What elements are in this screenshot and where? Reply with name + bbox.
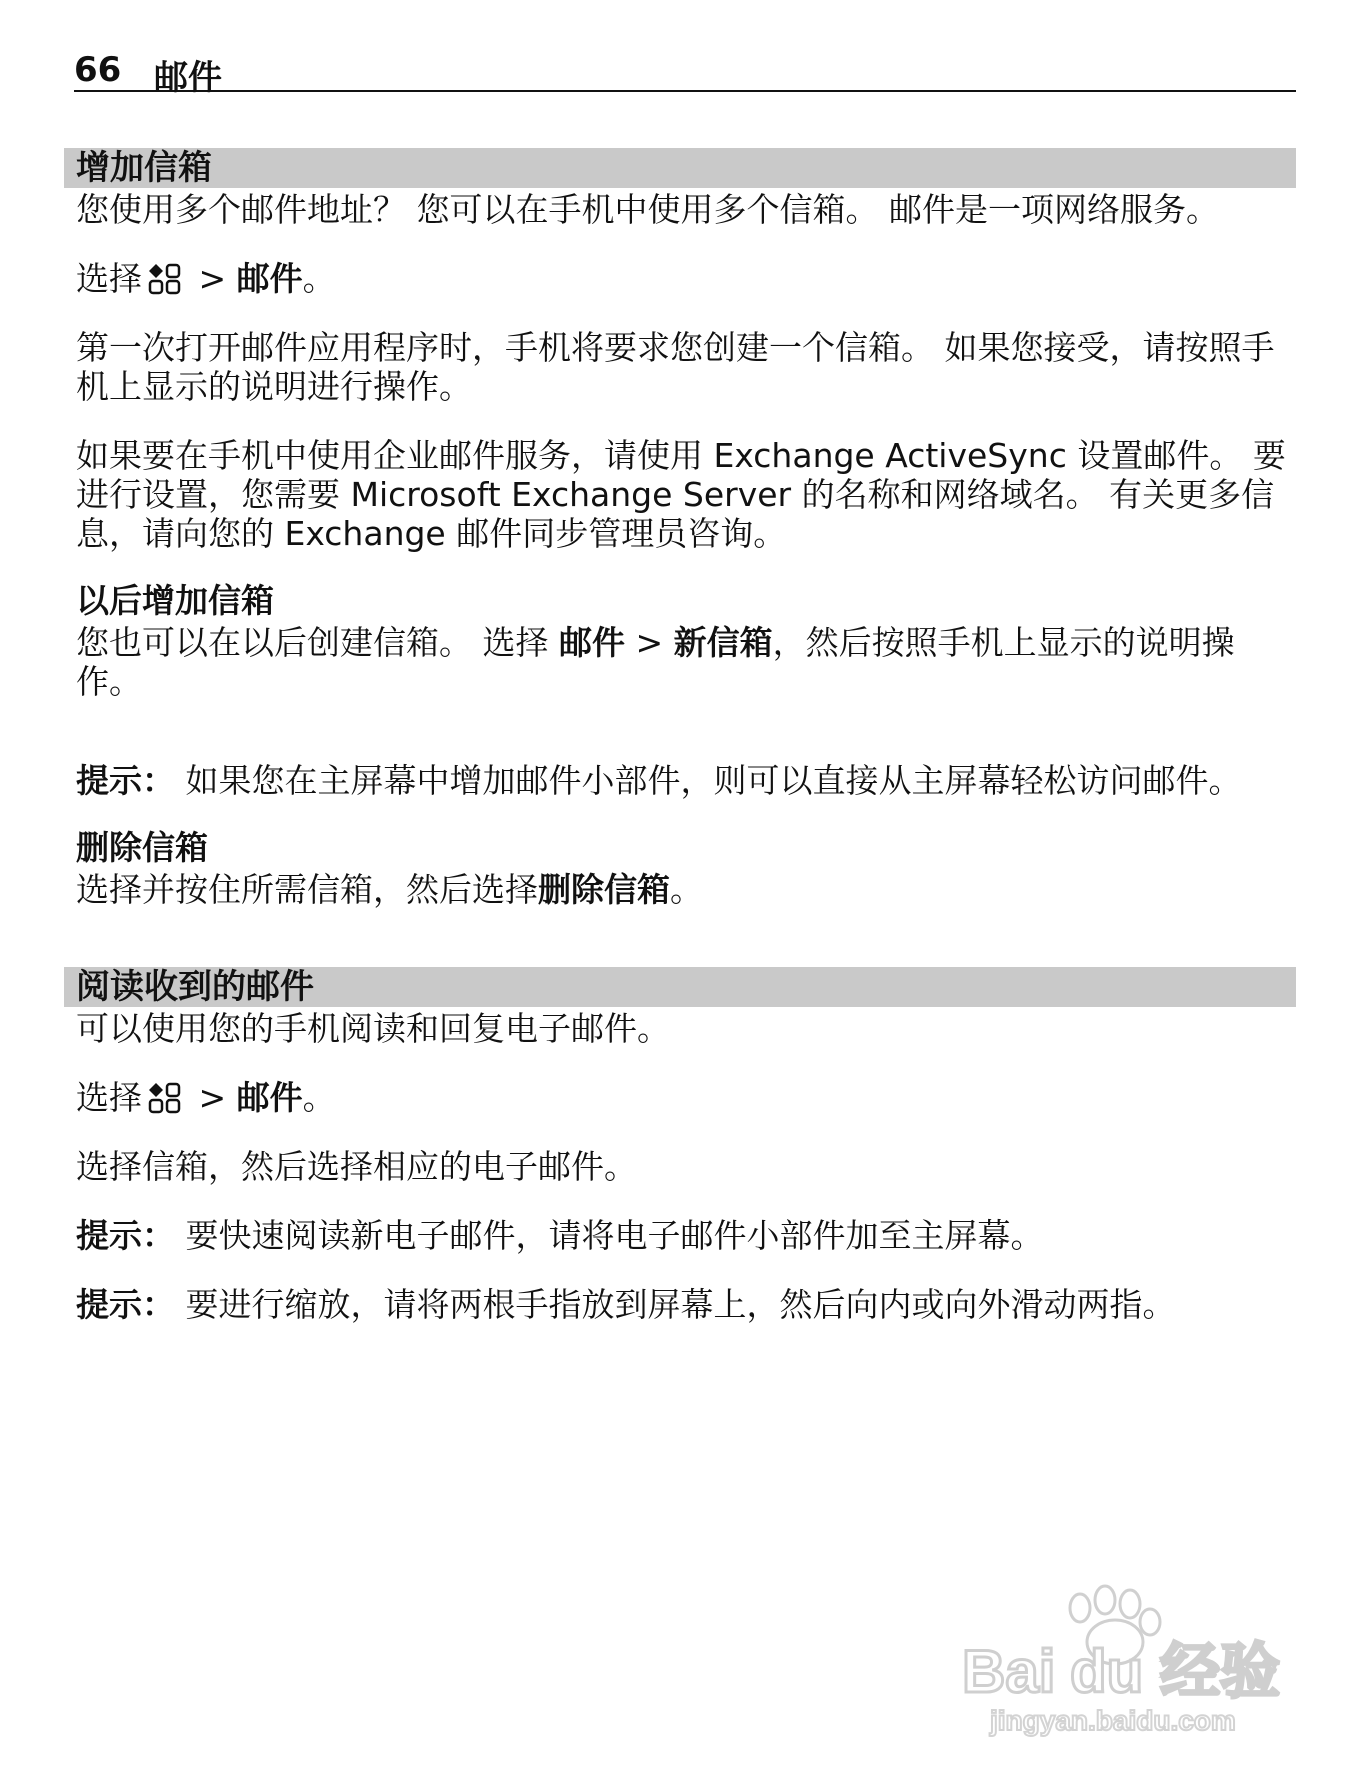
page-number: 66 [74, 50, 122, 90]
watermark-brand-du: du [1070, 1638, 1144, 1705]
tip: 提示： 如果您在主屏幕中增加邮件小部件，则可以直接从主屏幕轻松访问邮件。 [76, 761, 1242, 800]
select-instruction: 选择 > 邮件。 [76, 259, 336, 298]
watermark-url: jingyan.baidu.com [990, 1705, 1236, 1736]
paragraph: 选择信箱，然后选择相应的电子邮件。 [76, 1147, 637, 1186]
paragraph: 您使用多个邮件地址？ 您可以在手机中使用多个信箱。 邮件是一项网络服务。 [76, 190, 1219, 229]
paragraph: 可以使用您的手机阅读和回复电子邮件。 [76, 1009, 670, 1048]
menu-item-delete-mailbox: 删除信箱 [538, 870, 670, 909]
paragraph: 选择并按住所需信箱，然后选择删除信箱。 [76, 870, 703, 909]
watermark-brand-jingyan: 经验 [1160, 1638, 1280, 1705]
menu-icon [148, 263, 182, 295]
tip: 提示： 要进行缩放，请将两根手指放到屏幕上，然后向内或向外滑动两指。 [76, 1285, 1176, 1324]
menu-item-mail: 邮件 [236, 1078, 303, 1117]
paragraph: 您也可以在以后创建信箱。 选择 邮件 > 新信箱，然后按照手机上显示的说明操作。 [76, 623, 1235, 701]
menu-item-new-mailbox: 新信箱 [673, 623, 773, 662]
baidu-watermark [960, 1580, 1300, 1740]
menu-item-mail: 邮件 [558, 623, 625, 662]
chapter-title: 邮件 [154, 58, 222, 98]
select-instruction: 选择 > 邮件。 [76, 1078, 336, 1117]
tip-label: 提示： [76, 761, 175, 800]
paragraph: 第一次打开邮件应用程序时，手机将要求您创建一个信箱。 如果您接受，请按照手机上显示的说明进行操作。 [76, 328, 1275, 406]
paragraph: 如果要在手机中使用企业邮件服务，请使用 Exchange ActiveSync 设置邮件。 要进行设置，您需要 Microsoft Exchange Server 的名称和网络域名。 有关更多信息，请向您的 Exchange 邮件同步管理员咨询。 [76, 436, 1286, 553]
watermark-brand: Bai [962, 1638, 1056, 1705]
page-content [64, 148, 1296, 1324]
menu-item-mail: 邮件 [236, 259, 303, 298]
tip-label: 提示： [76, 1216, 175, 1255]
tip: 提示： 要快速阅读新电子邮件，请将电子邮件小部件加至主屏幕。 [76, 1216, 1044, 1255]
subheading-add-later: 以后增加信箱 [76, 581, 274, 620]
section-heading-read-mail: 阅读收到的邮件 [64, 967, 1296, 1007]
page-header [74, 44, 1296, 98]
tip-label: 提示： [76, 1285, 175, 1324]
subheading-delete-mailbox: 删除信箱 [76, 828, 208, 867]
section-heading-add-mailbox: 增加信箱 [64, 148, 1296, 188]
menu-icon [148, 1082, 182, 1114]
